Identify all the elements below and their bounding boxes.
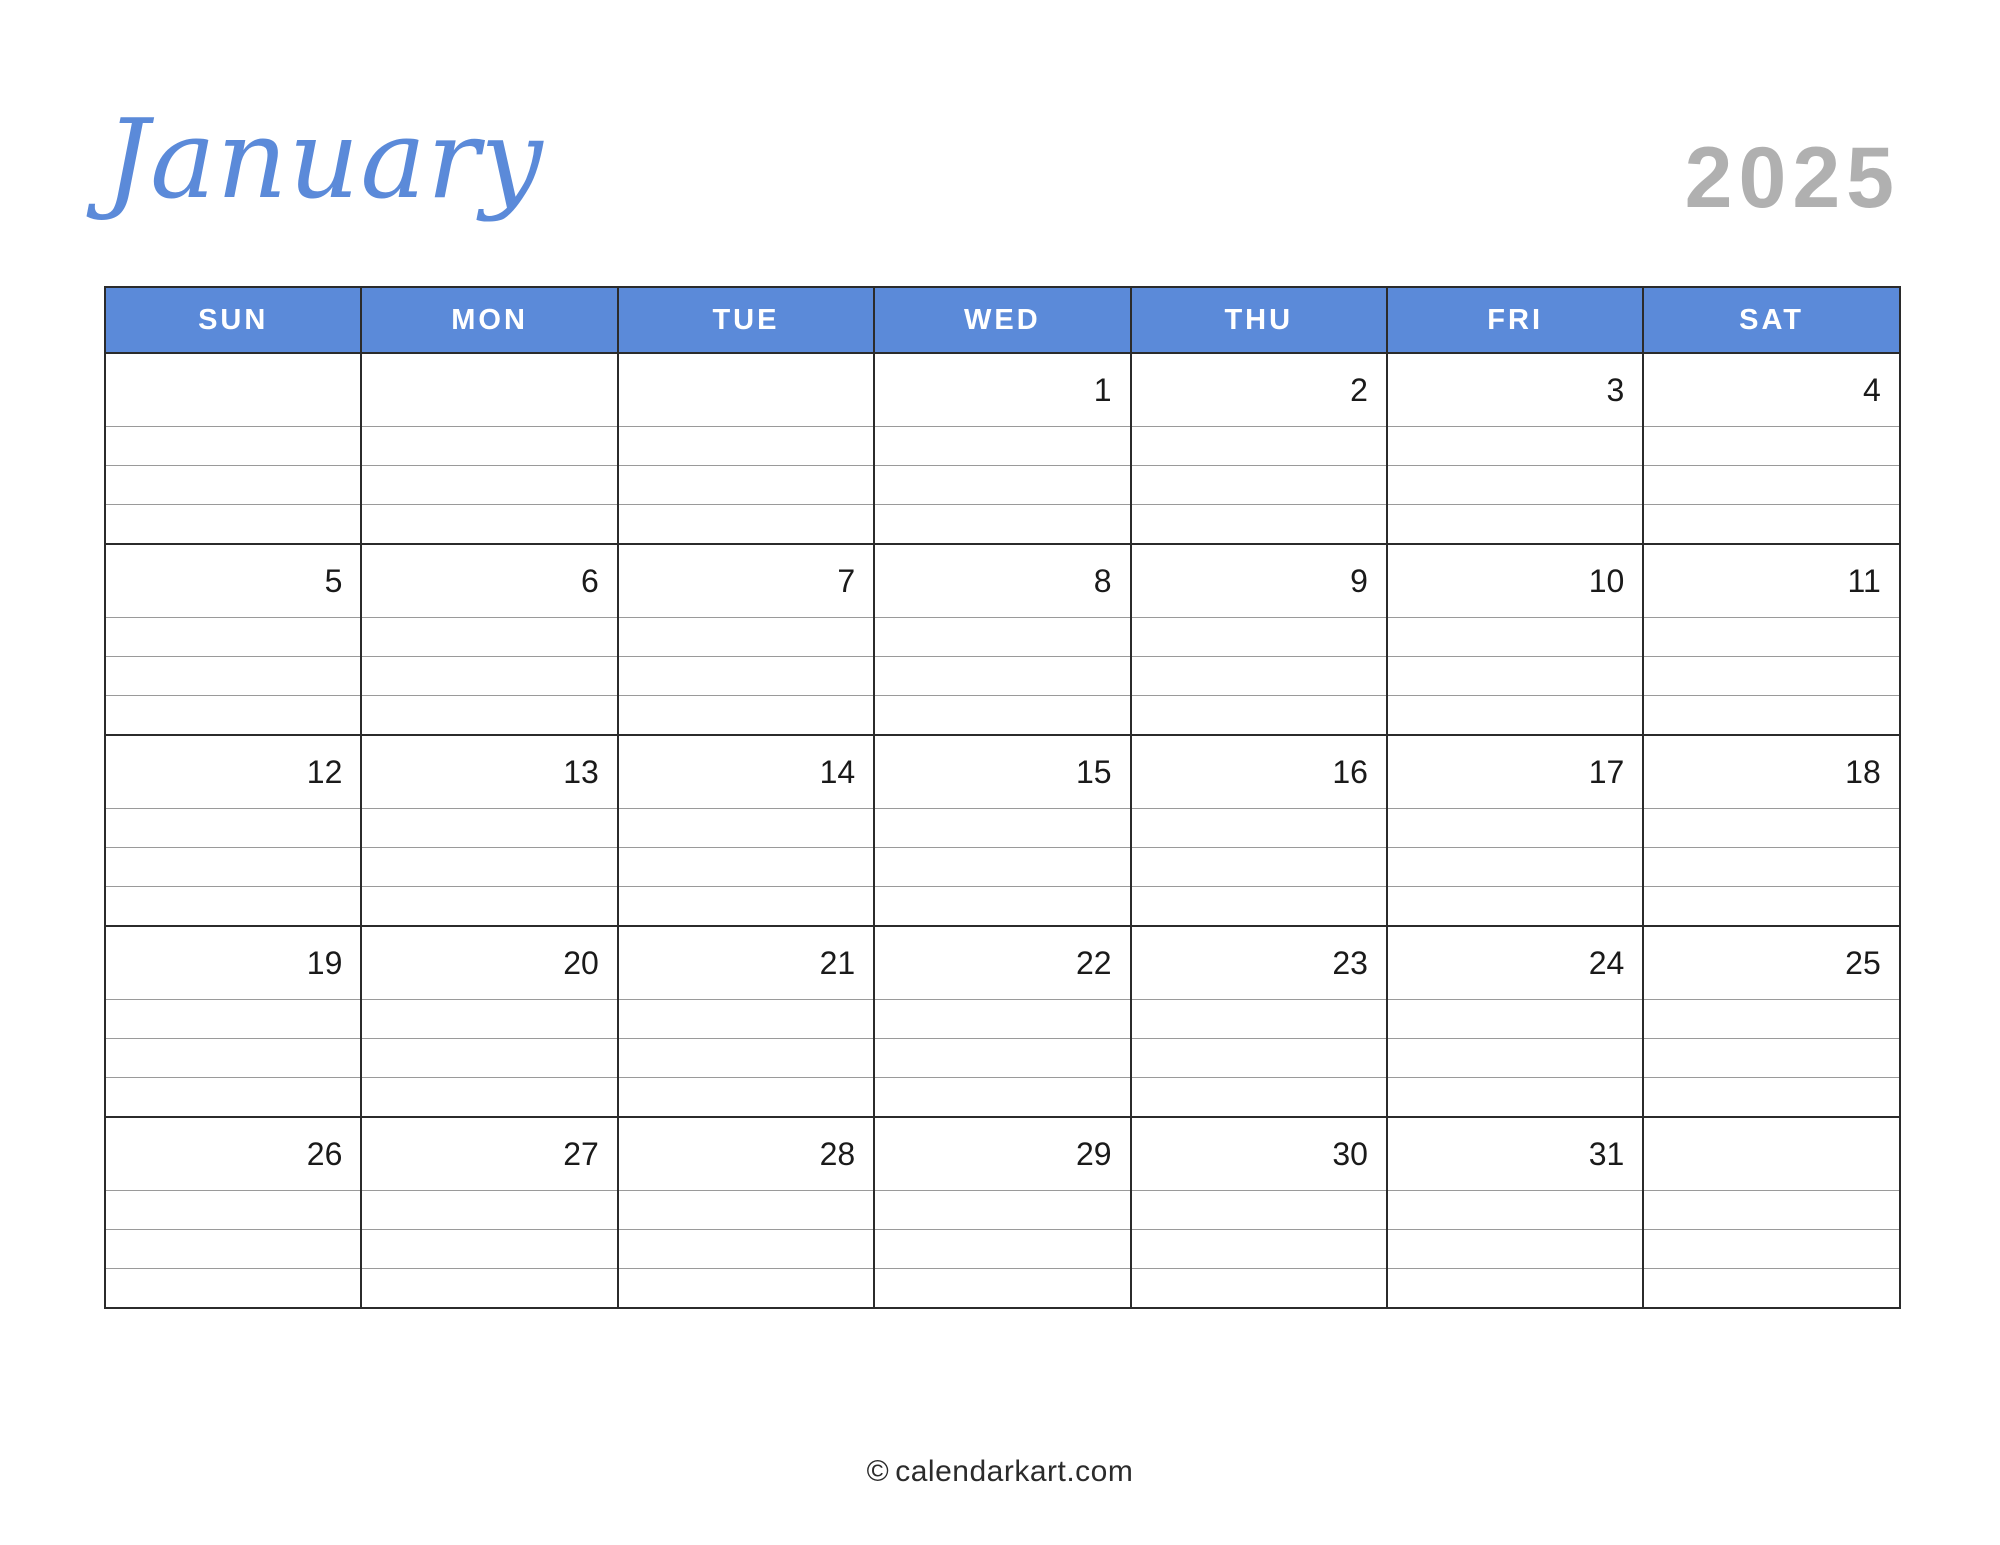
- write-line[interactable]: [1643, 887, 1899, 927]
- write-line[interactable]: [105, 1269, 361, 1309]
- day-cell[interactable]: [1387, 735, 1643, 809]
- write-line[interactable]: [874, 618, 1130, 657]
- write-line[interactable]: [1643, 505, 1899, 545]
- write-line[interactable]: [105, 1078, 361, 1118]
- footer-credit: [0, 1455, 2000, 1489]
- write-line[interactable]: [1387, 618, 1643, 657]
- day-cell[interactable]: [618, 926, 874, 1000]
- write-line[interactable]: [618, 505, 874, 545]
- day-number: 8: [1093, 563, 1112, 599]
- write-line[interactable]: [618, 887, 874, 927]
- write-line[interactable]: [1387, 1000, 1643, 1039]
- week-row-2: [105, 544, 1900, 618]
- day-number: 26: [306, 1136, 343, 1172]
- write-line[interactable]: [361, 1269, 617, 1309]
- weekday-header-thu: THU: [1131, 287, 1387, 353]
- day-cell[interactable]: [1131, 735, 1387, 809]
- day-number: 23: [1332, 945, 1368, 981]
- copyright-icon: ©: [866, 1455, 890, 1488]
- day-cell[interactable]: [361, 544, 617, 618]
- day-cell[interactable]: [1387, 1117, 1643, 1191]
- write-line[interactable]: [1131, 1039, 1387, 1078]
- week-row-5: [105, 1117, 1900, 1191]
- write-line[interactable]: [618, 1230, 874, 1269]
- weekday-header-wed: WED: [874, 287, 1130, 353]
- day-number: 11: [1847, 563, 1881, 599]
- week-row-1: [105, 353, 1900, 427]
- write-line[interactable]: [618, 1039, 874, 1078]
- day-number: 31: [1588, 1136, 1625, 1172]
- day-number: 25: [1845, 945, 1881, 981]
- day-number: 17: [1588, 754, 1625, 790]
- write-line[interactable]: [105, 1000, 361, 1039]
- calendar-grid: [104, 286, 1901, 1309]
- day-cell[interactable]: [618, 544, 874, 618]
- day-number: [106, 354, 342, 372]
- day-cell[interactable]: [1643, 735, 1899, 809]
- month-title: January: [105, 95, 544, 223]
- write-line[interactable]: [1387, 1078, 1643, 1118]
- write-line[interactable]: [361, 696, 617, 736]
- day-cell[interactable]: [618, 353, 874, 427]
- write-line[interactable]: [874, 657, 1130, 696]
- write-line[interactable]: [1131, 887, 1387, 927]
- day-number: 10: [1588, 563, 1625, 599]
- write-line[interactable]: [105, 1191, 361, 1230]
- write-line[interactable]: [361, 505, 617, 545]
- write-line[interactable]: [1131, 809, 1387, 848]
- write-line[interactable]: [105, 618, 361, 657]
- day-cell[interactable]: [1643, 353, 1899, 427]
- write-line-row: [105, 466, 1900, 505]
- write-line[interactable]: [361, 848, 617, 887]
- write-line-row: [105, 427, 1900, 466]
- write-line-row: [105, 848, 1900, 887]
- write-line[interactable]: [874, 427, 1130, 466]
- day-number: 2: [1350, 372, 1368, 408]
- day-cell[interactable]: [874, 1117, 1130, 1191]
- day-cell[interactable]: [105, 544, 361, 618]
- week-row-4: [105, 926, 1900, 1000]
- write-line-row: [105, 1191, 1900, 1230]
- day-number: 12: [306, 754, 343, 790]
- write-line[interactable]: [1643, 427, 1899, 466]
- day-cell[interactable]: [1387, 926, 1643, 1000]
- write-line[interactable]: [105, 1039, 361, 1078]
- day-number: 3: [1606, 372, 1625, 408]
- write-line[interactable]: [1643, 618, 1899, 657]
- day-number: 1: [1093, 372, 1112, 408]
- write-line[interactable]: [1387, 1269, 1643, 1309]
- footer-site: calendarkart.com: [895, 1455, 1134, 1488]
- write-line[interactable]: [1643, 1191, 1899, 1230]
- day-cell[interactable]: [618, 735, 874, 809]
- day-number: [1644, 1118, 1880, 1136]
- write-line[interactable]: [105, 1230, 361, 1269]
- write-line[interactable]: [874, 1039, 1130, 1078]
- write-line[interactable]: [618, 848, 874, 887]
- write-line[interactable]: [1131, 427, 1387, 466]
- day-cell[interactable]: [874, 926, 1130, 1000]
- weekday-header-fri: FRI: [1387, 287, 1643, 353]
- day-number: 29: [1075, 1136, 1112, 1172]
- day-number: 6: [580, 563, 599, 599]
- day-cell[interactable]: [1131, 926, 1387, 1000]
- write-line[interactable]: [105, 466, 361, 505]
- day-cell[interactable]: [361, 735, 617, 809]
- write-line[interactable]: [361, 1078, 617, 1118]
- write-line[interactable]: [361, 809, 617, 848]
- write-line[interactable]: [361, 887, 617, 927]
- day-cell[interactable]: [1131, 1117, 1387, 1191]
- year-title: 2025: [1684, 130, 1900, 226]
- write-line[interactable]: [1387, 809, 1643, 848]
- day-number: 7: [837, 563, 856, 599]
- day-number: 13: [563, 754, 599, 790]
- day-cell[interactable]: [1387, 353, 1643, 427]
- weekday-header-tue: TUE: [618, 287, 874, 353]
- day-cell[interactable]: [361, 1117, 617, 1191]
- day-number: 30: [1332, 1136, 1368, 1172]
- page-header: [0, 60, 2000, 226]
- day-number: 9: [1350, 563, 1368, 599]
- write-line[interactable]: [105, 809, 361, 848]
- write-line[interactable]: [361, 1000, 617, 1039]
- write-line[interactable]: [1387, 1230, 1643, 1269]
- write-line-row: [105, 696, 1900, 736]
- write-line[interactable]: [361, 427, 617, 466]
- day-cell[interactable]: [105, 735, 361, 809]
- day-cell[interactable]: [105, 353, 361, 427]
- write-line[interactable]: [105, 887, 361, 927]
- day-cell[interactable]: [1131, 544, 1387, 618]
- write-line[interactable]: [1387, 1191, 1643, 1230]
- day-cell[interactable]: [1131, 353, 1387, 427]
- write-line[interactable]: [874, 809, 1130, 848]
- write-line[interactable]: [1131, 1230, 1387, 1269]
- write-line[interactable]: [105, 505, 361, 545]
- write-line[interactable]: [618, 466, 874, 505]
- write-line[interactable]: [1131, 696, 1387, 736]
- weekday-header-sun: SUN: [105, 287, 361, 353]
- write-line[interactable]: [1387, 466, 1643, 505]
- write-line-row: [105, 657, 1900, 696]
- write-line[interactable]: [1387, 848, 1643, 887]
- write-line[interactable]: [1131, 618, 1387, 657]
- write-line[interactable]: [361, 466, 617, 505]
- write-line[interactable]: [1643, 848, 1899, 887]
- write-line-row: [105, 809, 1900, 848]
- write-line[interactable]: [1387, 505, 1643, 545]
- write-line[interactable]: [361, 1039, 617, 1078]
- day-cell[interactable]: [361, 353, 617, 427]
- write-line[interactable]: [1131, 1000, 1387, 1039]
- write-line[interactable]: [618, 618, 874, 657]
- write-line[interactable]: [105, 696, 361, 736]
- write-line-row: [105, 618, 1900, 657]
- write-line[interactable]: [361, 657, 617, 696]
- write-line[interactable]: [1643, 1039, 1899, 1078]
- write-line[interactable]: [1643, 696, 1899, 736]
- write-line[interactable]: [1131, 1191, 1387, 1230]
- day-cell[interactable]: [874, 544, 1130, 618]
- write-line[interactable]: [1387, 657, 1643, 696]
- write-line-row: [105, 505, 1900, 545]
- write-line[interactable]: [1643, 1078, 1899, 1118]
- write-line[interactable]: [1131, 848, 1387, 887]
- day-number: 22: [1075, 945, 1112, 981]
- write-line[interactable]: [618, 427, 874, 466]
- write-line[interactable]: [1387, 887, 1643, 927]
- day-cell[interactable]: [874, 735, 1130, 809]
- day-number: [619, 354, 855, 372]
- write-line[interactable]: [618, 657, 874, 696]
- day-cell[interactable]: [1643, 926, 1899, 1000]
- write-line[interactable]: [1131, 505, 1387, 545]
- write-line[interactable]: [618, 809, 874, 848]
- write-line-row: [105, 1078, 1900, 1118]
- day-number: 24: [1588, 945, 1625, 981]
- day-number: 27: [563, 1136, 599, 1172]
- day-number: 4: [1862, 372, 1881, 408]
- write-line[interactable]: [874, 1269, 1130, 1309]
- day-number: 20: [563, 945, 599, 981]
- day-number: 28: [819, 1136, 856, 1172]
- write-line[interactable]: [1131, 657, 1387, 696]
- day-cell[interactable]: [105, 1117, 361, 1191]
- write-line[interactable]: [874, 466, 1130, 505]
- week-row-3: [105, 735, 1900, 809]
- write-line[interactable]: [1131, 1078, 1387, 1118]
- write-line[interactable]: [1643, 657, 1899, 696]
- write-line[interactable]: [874, 505, 1130, 545]
- write-line[interactable]: [105, 657, 361, 696]
- calendar-body: [105, 353, 1900, 1308]
- write-line[interactable]: [618, 1078, 874, 1118]
- write-line[interactable]: [1643, 1230, 1899, 1269]
- day-number: 15: [1075, 754, 1112, 790]
- write-line[interactable]: [618, 1269, 874, 1309]
- write-line[interactable]: [1643, 809, 1899, 848]
- day-number: 5: [324, 563, 343, 599]
- write-line[interactable]: [618, 1000, 874, 1039]
- day-number: [362, 354, 598, 372]
- day-number: 19: [306, 945, 343, 981]
- day-number: 14: [819, 754, 856, 790]
- write-line[interactable]: [361, 1191, 617, 1230]
- write-line-row: [105, 1269, 1900, 1309]
- write-line[interactable]: [874, 887, 1130, 927]
- write-line-row: [105, 1000, 1900, 1039]
- write-line[interactable]: [1131, 1269, 1387, 1309]
- write-line[interactable]: [618, 1191, 874, 1230]
- write-line-row: [105, 1039, 1900, 1078]
- day-number: 16: [1332, 754, 1368, 790]
- day-cell[interactable]: [105, 926, 361, 1000]
- day-cell[interactable]: [1643, 1117, 1899, 1191]
- write-line[interactable]: [1387, 696, 1643, 736]
- day-cell[interactable]: [1387, 544, 1643, 618]
- write-line[interactable]: [1643, 1269, 1899, 1309]
- write-line-row: [105, 1230, 1900, 1269]
- write-line[interactable]: [1387, 427, 1643, 466]
- calendar-header-row: [105, 287, 1900, 353]
- write-line[interactable]: [874, 848, 1130, 887]
- write-line[interactable]: [1643, 1000, 1899, 1039]
- write-line[interactable]: [874, 1078, 1130, 1118]
- write-line[interactable]: [1131, 466, 1387, 505]
- weekday-header-mon: MON: [361, 287, 617, 353]
- day-cell[interactable]: [874, 353, 1130, 427]
- weekday-header-sat: SAT: [1643, 287, 1899, 353]
- write-line[interactable]: [618, 696, 874, 736]
- write-line[interactable]: [361, 1230, 617, 1269]
- day-cell[interactable]: [361, 926, 617, 1000]
- day-cell[interactable]: [1643, 544, 1899, 618]
- write-line[interactable]: [1643, 466, 1899, 505]
- write-line-row: [105, 887, 1900, 927]
- day-number: 18: [1845, 754, 1881, 790]
- write-line[interactable]: [1387, 1039, 1643, 1078]
- day-cell[interactable]: [618, 1117, 874, 1191]
- write-line[interactable]: [105, 427, 361, 466]
- write-line[interactable]: [874, 696, 1130, 736]
- write-line[interactable]: [874, 1191, 1130, 1230]
- write-line[interactable]: [361, 618, 617, 657]
- day-number: 21: [819, 945, 856, 981]
- write-line[interactable]: [105, 848, 361, 887]
- write-line[interactable]: [874, 1230, 1130, 1269]
- write-line[interactable]: [874, 1000, 1130, 1039]
